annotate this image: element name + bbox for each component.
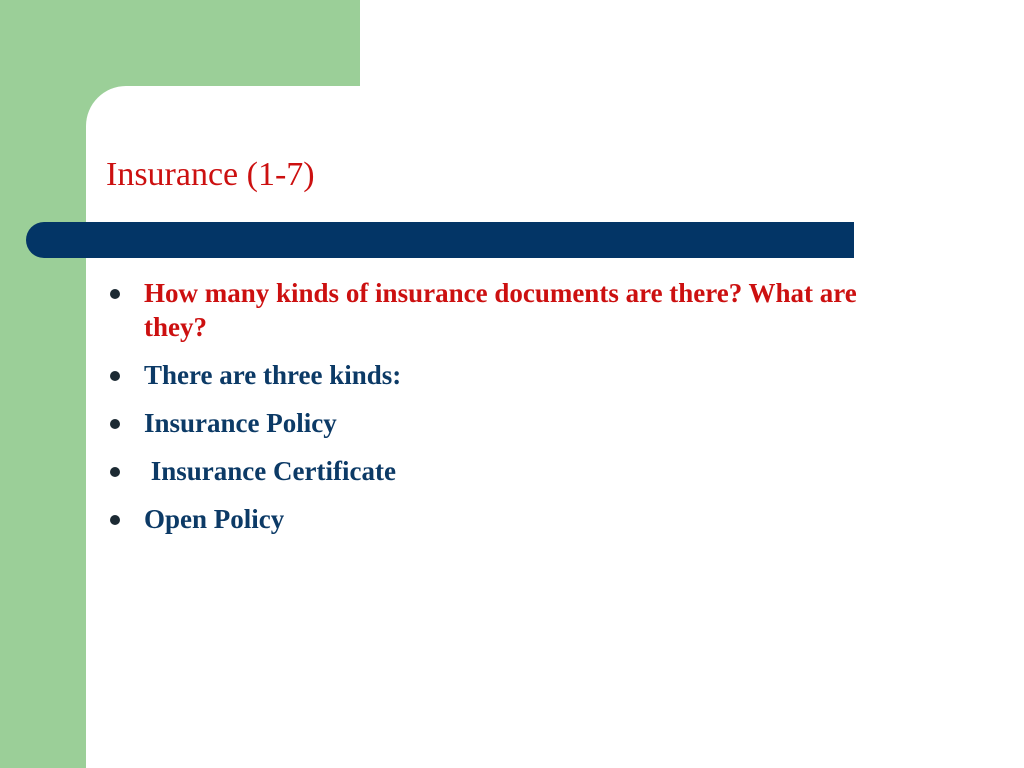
- bullet-item-question: [106, 276, 926, 344]
- bullet-text: How many kinds of insurance documents are there? What are they?: [144, 278, 857, 342]
- slide-title: Insurance (1-7): [106, 156, 315, 193]
- bullet-dot-icon: [110, 371, 120, 381]
- bullet-text: Insurance Policy: [144, 408, 337, 438]
- title-divider-bar: [26, 222, 854, 258]
- bullet-text: Insurance Certificate: [144, 456, 396, 486]
- bullet-item-open-policy: [106, 502, 926, 536]
- bullet-dot-icon: [110, 289, 120, 299]
- bullet-dot-icon: [110, 419, 120, 429]
- bullet-text: Open Policy: [144, 504, 285, 534]
- bullet-dot-icon: [110, 515, 120, 525]
- bullet-dot-icon: [110, 467, 120, 477]
- bullet-item-insurance-policy: [106, 406, 926, 440]
- bullet-text: There are three kinds:: [144, 360, 402, 390]
- bullet-item-three-kinds: [106, 358, 926, 392]
- bullet-list: [106, 276, 926, 550]
- bullet-item-insurance-certificate: [106, 454, 926, 488]
